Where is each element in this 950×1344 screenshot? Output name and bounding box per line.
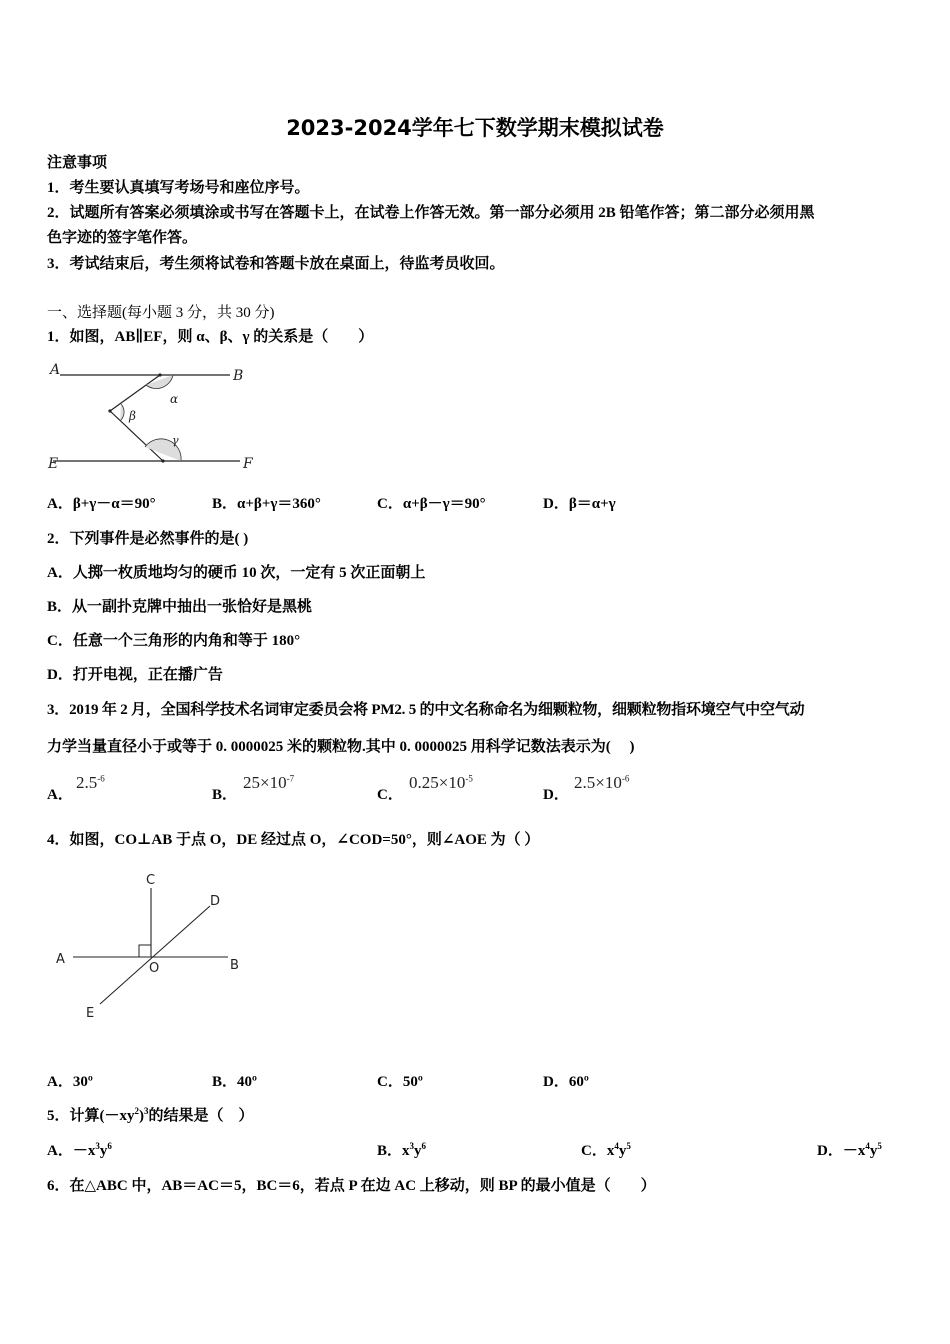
q3-option-b-label: B．	[212, 787, 238, 803]
q5-option-a: A．$-x^3y^6$	[47, 1141, 112, 1159]
q1-option-d: D．β＝α+γ	[543, 496, 616, 512]
q3-option-b-value: $25\times 10^{-7}$	[243, 773, 295, 792]
q4-option-d: D．60º	[543, 1074, 589, 1090]
q1-stem: 1．如图，AB∥EF，则 α、β、γ 的关系是（ ）	[47, 329, 374, 345]
q4-label-c: C	[146, 873, 156, 888]
page-title: 2023-2024学年七下数学期末模拟试卷	[286, 116, 664, 140]
q3-option-a-label: A．	[47, 787, 73, 803]
q2-option-d: D．打开电视，正在播广告	[47, 667, 223, 683]
q1-label-e: E	[48, 456, 59, 472]
q5-option-b: B．$x^3y^6$	[377, 1141, 427, 1159]
q4-label-b: B	[230, 958, 239, 973]
q6-stem: 6．在△ABC 中，AB＝AC＝5，BC＝6，若点 P 在边 AC 上移动，则 BP 的最小值是（ ）	[47, 1178, 656, 1194]
q4-label-e: E	[86, 1006, 95, 1021]
q2-stem: 2．下列事件是必然事件的是( )	[47, 531, 249, 547]
notice-item-1: 1．考生要认真填写考场号和座位序号。	[47, 180, 310, 196]
notice-item-2-cont: 色字迹的签字笔作答。	[47, 230, 198, 246]
q2-option-b: B．从一副扑克牌中抽出一张恰好是黑桃	[47, 599, 313, 615]
q2-option-c: C．任意一个三角形的内角和等于 180°	[47, 633, 301, 649]
q1-label-gamma: γ	[172, 434, 179, 447]
q5-option-c: C．$x^4y^5$	[581, 1141, 631, 1159]
q1-label-alpha: α	[170, 392, 179, 406]
notice-heading: 注意事项	[47, 155, 108, 171]
q3-stem-line2: 力学当量直径小于或等于 0. 0000025 米的颗粒物.其中 0. 0000025 用科学记数法表示为( )	[47, 739, 635, 755]
q4-option-a: A．30º	[47, 1074, 93, 1090]
q4-stem: 4．如图，CO⊥AB 于点 O，DE 经过点 O，∠COD=50°，则∠AOE 为（ ）	[47, 832, 540, 848]
q4-label-a: A	[56, 952, 65, 967]
q1-label-f: F	[243, 456, 253, 472]
q3-option-d-label: D．	[543, 787, 569, 803]
q5-option-d: D．$-x^4y^5$	[817, 1141, 882, 1159]
q1-option-c: C．α+β－γ＝90°	[377, 496, 486, 512]
q3-option-c-value: $0.25\times 10^{-5}$	[409, 773, 473, 792]
q1-option-b: B．α+β+γ＝360°	[212, 496, 321, 512]
q1-figure	[45, 358, 265, 473]
notice-item-3: 3．考试结束后，考生须将试卷和答题卡放在桌面上，待监考员收回。	[47, 256, 505, 272]
q3-option-a-value: $2.5^{-6}$	[76, 773, 105, 792]
section-heading: 一、选择题(每小题 3 分，共 30 分)	[47, 305, 275, 321]
q1-label-a: A	[50, 362, 61, 378]
q1-option-a: A．β+γ－α＝90°	[47, 496, 156, 512]
q4-label-o: O	[149, 961, 160, 976]
notice-item-2: 2．试题所有答案必须填涂或书写在答题卡上，在试卷上作答无效。第一部分必须用 2B 铅笔作答；第二部分必须用黑	[47, 205, 815, 221]
q2-option-a: A．人掷一枚质地均匀的硬币 10 次，一定有 5 次正面朝上	[47, 565, 426, 581]
q4-label-d: D	[210, 894, 221, 909]
q4-option-c: C．50º	[377, 1074, 423, 1090]
q5-stem: 5．计算$(-xy^2)^3$的结果是（ ）	[47, 1106, 254, 1124]
q4-option-b: B．40º	[212, 1074, 257, 1090]
q4-figure	[48, 866, 258, 1026]
q1-label-b: B	[233, 368, 244, 384]
q3-option-d-value: $2.5\times 10^{-6}$	[574, 773, 630, 792]
q3-option-c-label: C．	[377, 787, 403, 803]
q1-label-beta: β	[129, 409, 136, 423]
q3-stem-line1: 3．2019 年 2 月，全国科学技术名词审定委员会将 PM2. 5 的中文名称命名为细颗粒物，细颗粒物指环境空气中空气动	[47, 702, 805, 718]
